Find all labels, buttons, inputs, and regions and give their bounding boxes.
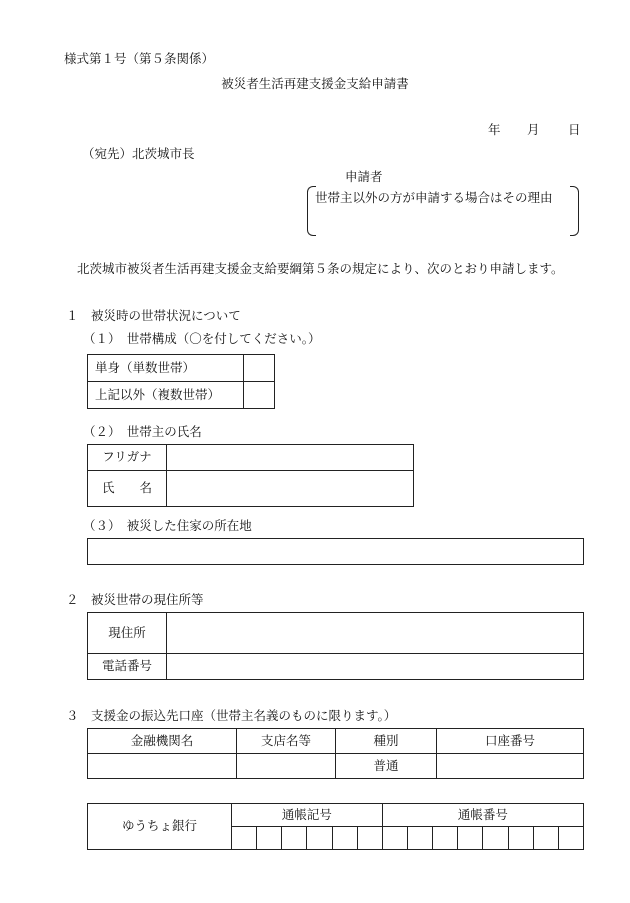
passbook-number-digit[interactable] — [382, 827, 407, 850]
name-label: 氏 名 — [88, 471, 167, 507]
head-name-table — [87, 444, 414, 507]
account-type-header: 種別 — [336, 729, 437, 754]
passbook-symbol-digit[interactable] — [257, 827, 282, 850]
branch-field[interactable] — [237, 754, 336, 779]
passbook-number-digit[interactable] — [558, 827, 583, 850]
passbook-number-header: 通帳番号 — [382, 804, 583, 827]
account-type-value: 普通 — [336, 754, 437, 779]
bank-name-field[interactable] — [88, 754, 237, 779]
furigana-label: フリガナ — [88, 445, 167, 471]
passbook-symbol-digit[interactable] — [232, 827, 257, 850]
intro-text: 北茨城市被災者生活再建支援金支給要綱第５条の規定により、次のとおり申請します。 — [77, 261, 564, 276]
current-address-label: 現住所 — [88, 613, 167, 654]
phone-label: 電話番号 — [88, 654, 167, 680]
passbook-number-digit[interactable] — [483, 827, 508, 850]
household-option-row — [88, 355, 275, 382]
passbook-symbol-digit[interactable] — [307, 827, 332, 850]
household-option-label: 上記以外（複数世帯） — [88, 382, 244, 409]
bank-name-header: 金融機関名 — [88, 729, 237, 754]
household-option-mark[interactable] — [244, 355, 275, 382]
passbook-number-digit[interactable] — [508, 827, 533, 850]
disaster-address-heading: （３） 被災した住家の所在地 — [83, 518, 252, 533]
section1-heading: １ 被災時の世帯状況について — [66, 308, 241, 323]
current-address-field[interactable] — [167, 613, 584, 654]
household-composition-heading: （１） 世帯構成（〇を付してください。） — [83, 331, 321, 346]
household-composition-table — [87, 354, 275, 409]
passbook-number-digit[interactable] — [458, 827, 483, 850]
account-number-field[interactable] — [437, 754, 584, 779]
passbook-symbol-header: 通帳記号 — [232, 804, 383, 827]
addressee: （宛先）北茨城市長 — [82, 146, 195, 161]
disaster-address-field[interactable] — [88, 539, 584, 565]
applicant-reason-label: 世帯主以外の方が申請する場合はその理由 — [315, 190, 553, 205]
phone-field[interactable] — [167, 654, 584, 680]
passbook-symbol-digit[interactable] — [282, 827, 307, 850]
household-option-label: 単身（単数世帯） — [88, 355, 244, 382]
yucho-table — [87, 803, 584, 850]
passbook-number-digit[interactable] — [433, 827, 458, 850]
date-day-label: 日 — [568, 122, 581, 137]
household-option-row — [88, 382, 275, 409]
date-year-label: 年 — [488, 122, 501, 137]
date-month-label: 月 — [527, 122, 540, 137]
form-title: 被災者生活再建支援金支給申請書 — [221, 76, 409, 91]
passbook-number-digit[interactable] — [407, 827, 432, 850]
applicant-label: 申請者 — [345, 169, 383, 184]
disaster-address-table — [87, 538, 584, 565]
form-number: 様式第１号（第５条関係） — [64, 51, 215, 66]
furigana-field[interactable] — [167, 445, 414, 471]
name-field[interactable] — [167, 471, 414, 507]
bank-account-table — [87, 728, 584, 779]
household-option-mark[interactable] — [244, 382, 275, 409]
yucho-label: ゆうちょ銀行 — [88, 804, 232, 850]
passbook-symbol-digit[interactable] — [332, 827, 357, 850]
account-number-header: 口座番号 — [437, 729, 584, 754]
current-address-table — [87, 612, 584, 680]
passbook-symbol-digit[interactable] — [357, 827, 382, 850]
passbook-number-digit[interactable] — [533, 827, 558, 850]
section2-heading: ２ 被災世帯の現住所等 — [66, 592, 204, 607]
head-name-heading: （２） 世帯主の氏名 — [83, 424, 202, 439]
branch-header: 支店名等 — [237, 729, 336, 754]
section3-heading: ３ 支援金の振込先口座（世帯主名義のものに限ります。） — [66, 708, 397, 723]
applicant-reason-bracket[interactable] — [307, 186, 579, 236]
